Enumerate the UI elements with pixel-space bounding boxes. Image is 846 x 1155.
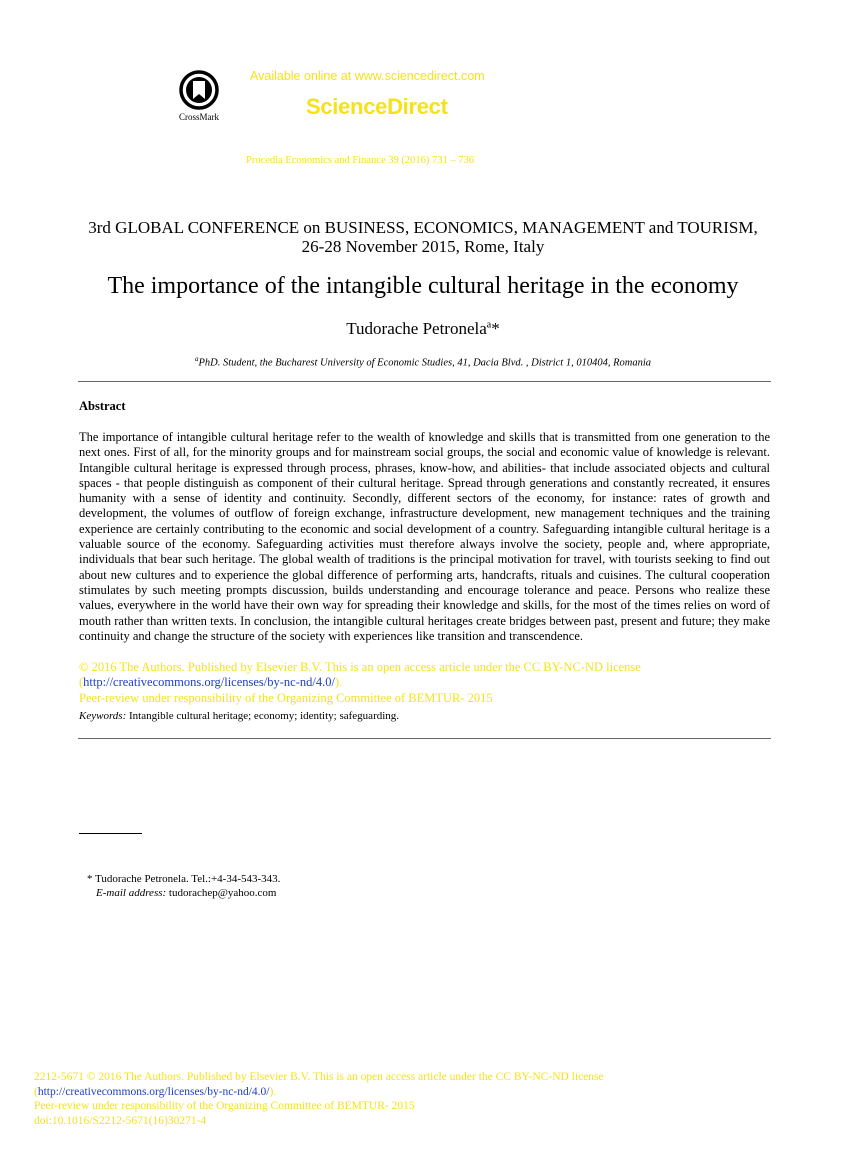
keywords-label: Keywords: (79, 710, 127, 722)
footnote-email (96, 887, 277, 899)
license-url-link[interactable]: http://creativecommons.org/licenses/by-nc-nd/4.0/ (83, 675, 335, 690)
author-name: Tudorache Petronela (346, 319, 487, 338)
copyright-line: 2212-5671 © 2016 The Authors. Published by Elsevier B.V. This is an open access article under the CC BY-NC-ND license (34, 1071, 604, 1083)
peer-review-line: Peer-review under responsibility of the Organizing Committee of BEMTUR- 2015 (79, 690, 493, 705)
available-online-link[interactable]: Available online at www.sciencedirect.com (250, 69, 485, 83)
copyright-open-paren: ( (34, 1085, 38, 1098)
abstract-body: The importance of intangible cultural heritage refer to the wealth of knowledge and skills that is transmitted from one generation to the next ones. First of all, for the minority groups and for mainstream social groups, the social and economic value of knowledge is relevant. Intangible cultural heritage is expressed through process, phrases, know-how, and abilities- that include associated objects and cultural spaces - that people distinguish as component of their cultural heritage. Spread through generations and constantly recreated, it ensures humanity with a sense of identity and continuity. Secondly, different sectors of the economy, for instance: rates of growth and development, the volumes of outflow of foreign exchange, infrastructure development, new management techniques and the training experience are certainly contributing to the economic and social development of a country. Safeguarding intangible cultural heritage is a valuable source of the economy. Safeguarding activities must therefore always involve the society, people and, where appropriate, individuals that bear such heritage. The global wealth of traditions is the principal motivation for travel, with tourists seeking to find out about new cultures and to experience the global difference of performing arts, handcrafts, rituals and cuisines. The cultural cooperation stimulates by such meeting prompts discussion, builds understanding and encourage tolerance and peace. Persons who realize these values, everywhere in the world have their own way for spreading their knowledge and skills, for the most of the times relies on word of mouth rather than written texts. In conclusion, the intangible cultural heritages create bridges between past, present and future; they make continuity and change the structure of the society with experiences like transition and transcendence. (79, 430, 770, 643)
article-title: The importance of the intangible cultural heritage in the economy (107, 273, 739, 299)
author-line (0, 319, 846, 339)
affiliation-text: PhD. Student, the Bucharest University of Economic Studies, 41, Dacia Blvd. , District 1, 010404, Romania (198, 357, 651, 369)
copyright-block (34, 1070, 734, 1128)
license-block (79, 660, 770, 706)
email-label: E-mail address: (96, 887, 167, 899)
crossmark-logo[interactable] (170, 70, 228, 122)
license-url-line (79, 675, 770, 690)
affiliation-marker: a (195, 355, 199, 363)
conference-line-2: 26-28 November 2015, Rome, Italy (301, 237, 545, 256)
author-corresponding-marker: * (491, 319, 500, 338)
abstract-heading: Abstract (79, 399, 126, 413)
copyright-close-paren: ). (269, 1085, 277, 1098)
copyright-peer-review: Peer-review under responsibility of the Organizing Committee of BEMTUR- 2015 (34, 1100, 415, 1113)
crossmark-icon (179, 70, 219, 110)
keywords (79, 710, 770, 722)
conference-heading (40, 218, 806, 256)
copyright-url-line (34, 1085, 734, 1100)
license-close-paren: ). (334, 675, 343, 690)
doi[interactable]: doi:10.1016/S2212-5671(16)30271-4 (34, 1114, 207, 1127)
license-open-paren: ( (79, 675, 84, 690)
sciencedirect-brand: ScienceDirect (306, 94, 448, 119)
license-line: © 2016 The Authors. Published by Elsevier B.V. This is an open access article under the CC BY-NC-ND license (79, 660, 641, 674)
conference-line-1: 3rd GLOBAL CONFERENCE on BUSINESS, ECONOMICS, MANAGEMENT and TOURISM, (88, 218, 758, 237)
crossmark-label: CrossMark (179, 112, 219, 122)
keywords-text: Intangible cultural heritage; economy; identity; safeguarding. (129, 710, 400, 722)
divider-bottom (78, 738, 771, 739)
footnote-contact: * Tudorache Petronela. Tel.:+4-34-543-343. (87, 873, 281, 885)
footnote-rule (79, 833, 142, 834)
email-address[interactable]: tudorachep@yahoo.com (168, 887, 277, 899)
journal-reference: Procedia Economics and Finance 39 (2016) 731 – 736 (246, 155, 475, 166)
copyright-url-link[interactable]: http://creativecommons.org/licenses/by-nc-nd/4.0/ (37, 1085, 270, 1098)
affiliation (0, 355, 846, 369)
divider-top (78, 381, 771, 382)
author-affil-marker: a (486, 319, 492, 331)
